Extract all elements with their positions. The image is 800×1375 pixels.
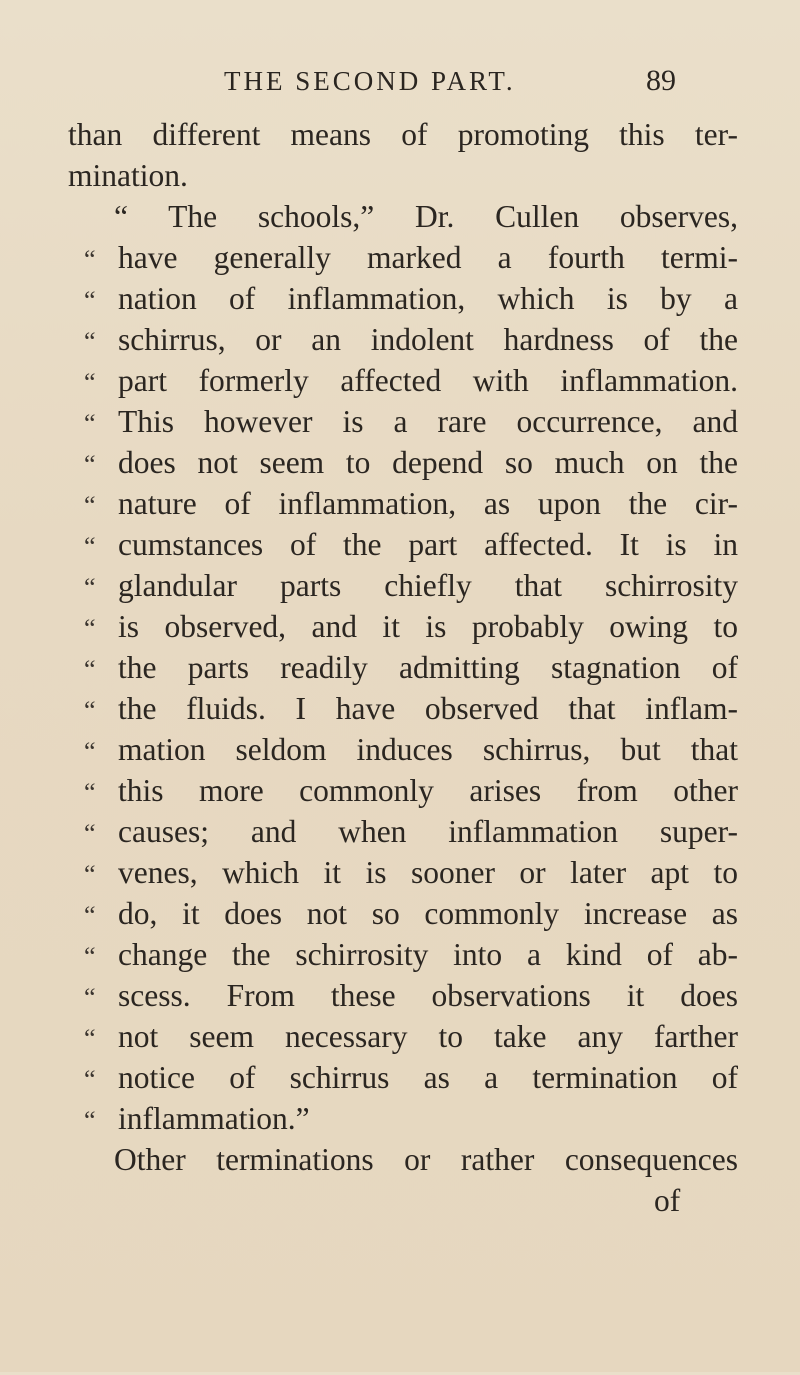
line-text: than different means of promoting this ter-: [68, 117, 738, 152]
line-text: part formerly affected with inflammation.: [118, 363, 738, 398]
text-line: [84, 1017, 738, 1057]
quote-mark: “: [84, 573, 96, 602]
quote-mark: “: [84, 983, 96, 1012]
line-text: does not seem to depend so much on the: [118, 445, 738, 480]
quote-mark: “: [84, 1106, 96, 1135]
quote-mark: “: [84, 860, 96, 889]
quote-mark: “: [84, 901, 96, 930]
line-text: change the schirrosity into a kind of ab-: [118, 937, 738, 972]
line-text: have generally marked a fourth termi-: [118, 240, 738, 275]
quote-mark: “: [84, 1024, 96, 1053]
quote-mark: “: [84, 696, 96, 725]
line-text: nature of inflammation, as upon the cir-: [118, 486, 738, 521]
line-text: notice of schirrus as a termination of: [118, 1060, 738, 1095]
line-text: is observed, and it is probably owing to: [118, 609, 738, 644]
line-text: scess. From these observations it does: [118, 978, 738, 1013]
text-line: [84, 812, 738, 852]
quote-mark: “: [84, 409, 96, 438]
line-text: do, it does not so commonly increase as: [118, 896, 738, 931]
line-text: inflammation.”: [118, 1101, 310, 1136]
text-line: [84, 402, 738, 442]
quote-mark: “: [84, 327, 96, 356]
text-line: [84, 771, 738, 811]
body-text: [0, 115, 800, 1375]
text-line: [84, 894, 738, 934]
text-line: [84, 689, 738, 729]
line-text: cumstances of the part affected. It is in: [118, 527, 738, 562]
text-line: [84, 566, 738, 606]
line-text: “ The schools,” Dr. Cullen observes,: [114, 199, 738, 234]
text-line: [114, 197, 738, 237]
quote-mark: “: [84, 368, 96, 397]
line-text: Other terminations or rather consequences: [114, 1142, 738, 1177]
quote-mark: “: [84, 1065, 96, 1094]
text-line: [68, 156, 738, 196]
line-text: this more commonly arises from other: [118, 773, 738, 808]
quote-mark: “: [84, 450, 96, 479]
text-line: [84, 853, 738, 893]
line-text: the fluids. I have observed that inflam-: [118, 691, 738, 726]
quote-mark: “: [84, 942, 96, 971]
line-text: causes; and when inflammation super-: [118, 814, 738, 849]
text-line: [84, 1099, 738, 1139]
quote-mark: “: [84, 532, 96, 561]
text-line: [84, 279, 738, 319]
quote-mark: “: [84, 819, 96, 848]
page-number: 89: [646, 64, 676, 97]
line-text: the parts readily admitting stagnation of: [118, 650, 738, 685]
line-text: mation seldom induces schirrus, but that: [118, 732, 738, 767]
quote-mark: “: [84, 491, 96, 520]
line-text: venes, which it is sooner or later apt to: [118, 855, 738, 890]
quote-mark: “: [84, 614, 96, 643]
line-text: not seem necessary to take any farther: [118, 1019, 738, 1054]
catchword: [654, 1181, 680, 1221]
quote-mark: “: [84, 286, 96, 315]
text-line: [84, 730, 738, 770]
text-line: [84, 935, 738, 975]
line-text: mination.: [68, 158, 188, 193]
quote-mark: “: [84, 737, 96, 766]
line-text: glandular parts chiefly that schirrosity: [118, 568, 738, 603]
text-line: [84, 648, 738, 688]
text-line: [84, 320, 738, 360]
line-text: nation of inflammation, which is by a: [118, 281, 738, 316]
text-line: [84, 976, 738, 1016]
quote-mark: “: [84, 778, 96, 807]
text-line: [84, 238, 738, 278]
text-line: [84, 361, 738, 401]
text-line: [84, 484, 738, 524]
text-line: [84, 1058, 738, 1098]
text-line: [84, 525, 738, 565]
text-line: [84, 443, 738, 483]
catchword-text: of: [654, 1183, 681, 1218]
text-line: [68, 115, 738, 155]
text-line: [84, 607, 738, 647]
line-text: schirrus, or an indolent hardness of the: [118, 322, 738, 357]
line-text: This however is a rare occurrence, and: [118, 404, 738, 439]
text-line: [114, 1140, 738, 1180]
running-head: THE SECOND PART.: [224, 66, 516, 96]
quote-mark: “: [84, 655, 96, 684]
quote-mark: “: [84, 245, 96, 274]
